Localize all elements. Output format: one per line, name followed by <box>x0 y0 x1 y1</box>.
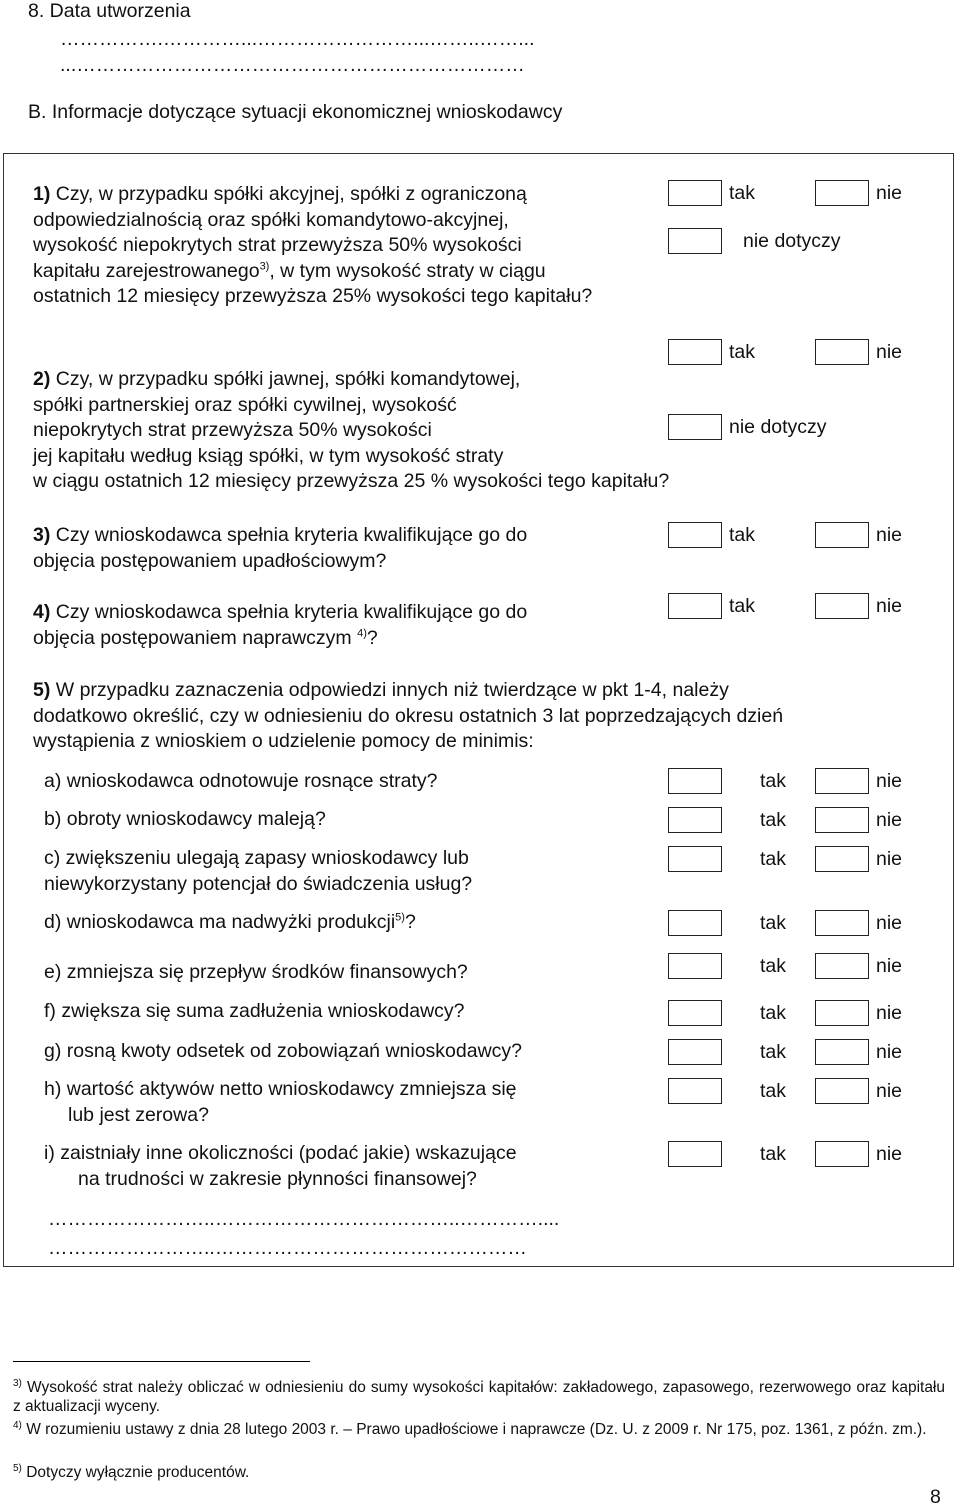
question-1-line-2: odpowiedzialnością oraz spółki komandytowo-akcyjnej, <box>33 208 509 231</box>
question-4-line-2b: ? <box>366 626 378 649</box>
sub-e-nie-checkbox[interactable] <box>815 953 869 979</box>
sub-b-tak-label: tak <box>760 809 787 831</box>
question-2-line-5: w ciągu ostatnich 12 miesięcy przewyższa 25 % wysokości tego kapitału? <box>33 470 670 492</box>
sub-h-nie-label: nie <box>876 1080 903 1102</box>
sub-c-nie-label: nie <box>876 848 903 870</box>
footnote-5 <box>13 1463 945 1482</box>
footnote-4 <box>13 1420 945 1439</box>
sub-i-dots-2[interactable]: ……………………..………………………………………… <box>48 1237 527 1259</box>
sub-i-nie-checkbox[interactable] <box>815 1141 869 1167</box>
q3-tak-label: tak <box>729 524 756 546</box>
question-4-line-1: Czy wnioskodawca spełnia kryteria kwalifikujące go do <box>50 601 528 623</box>
sub-g-text: g) rosną kwoty odsetek od zobowiązań wnioskodawcy? <box>44 1040 523 1062</box>
q3-nie-label: nie <box>876 524 903 546</box>
question-1-line-5: ostatnich 12 miesięcy przewyższa 25% wysokości tego kapitału? <box>33 285 593 307</box>
q4-nie-checkbox[interactable] <box>815 593 869 619</box>
footnote-5-number: 5) <box>13 1462 22 1474</box>
sub-d-nie-checkbox[interactable] <box>815 910 869 936</box>
question-1-line-3: wysokość niepokrytych strat przewyższa 50% wysokości <box>33 234 522 256</box>
footnote-ref-3: 3) <box>259 260 270 272</box>
sub-i-tak-label: tak <box>760 1143 787 1165</box>
question-1-line-4b: , w tym wysokość straty w ciągu <box>269 259 546 282</box>
q2-tak-checkbox[interactable] <box>668 339 722 365</box>
date-dots-line-2[interactable]: ...…………………………………………………………… <box>60 54 525 76</box>
question-5-line-2: dodatkowo określić, czy w odniesieniu do okresu ostatnich 3 lat poprzedzających dzień <box>33 704 784 727</box>
q2-nie-dotyczy-label: nie dotyczy <box>729 416 827 438</box>
sub-f-text: f) zwiększa się suma zadłużenia wnioskodawcy? <box>44 1000 465 1022</box>
footnote-3-text: Wysokość strat należy obliczać w odniesieniu do sumy wysokości kapitałów: zakładowego, zapasowego, rezerwowego oraz kapitału z aktualizacji wyceny. <box>13 1379 945 1415</box>
sub-a-tak-checkbox[interactable] <box>668 768 722 794</box>
sub-e-text: e) zmniejsza się przepływ środków finansowych? <box>44 961 468 983</box>
sub-h-tak-label: tak <box>760 1080 787 1102</box>
section-b-heading: B. Informacje dotyczące sytuacji ekonomicznej wnioskodawcy <box>28 101 563 123</box>
sub-i-nie-label: nie <box>876 1143 903 1165</box>
sub-b-nie-label: nie <box>876 809 903 831</box>
date-dots-line-1[interactable]: …………….…………...……………………...……..……... <box>60 28 535 50</box>
q2-tak-label: tak <box>729 341 756 363</box>
q1-nie-label: nie <box>876 182 903 204</box>
sub-i-text-2: na trudności w zakresie płynności finansowej? <box>78 1168 477 1190</box>
question-2-line-2: spółki partnerskiej oraz spółki cywilnej, wysokość <box>33 393 457 416</box>
q1-tak-label: tak <box>729 182 756 204</box>
question-4 <box>33 600 527 651</box>
question-2 <box>33 367 669 495</box>
sub-g-nie-label: nie <box>876 1041 903 1063</box>
sub-c-tak-checkbox[interactable] <box>668 846 722 872</box>
question-4-number: 4) <box>33 601 51 623</box>
sub-f-tak-checkbox[interactable] <box>668 1000 722 1026</box>
q4-tak-label: tak <box>729 595 756 617</box>
q2-nie-checkbox[interactable] <box>815 339 869 365</box>
sub-h-nie-checkbox[interactable] <box>815 1078 869 1104</box>
question-3-line-2: objęcia postępowaniem upadłościowym? <box>33 549 387 572</box>
sub-a-text: a) wnioskodawca odnotowuje rosnące straty? <box>44 770 438 792</box>
question-3-number: 3) <box>33 524 51 546</box>
sub-i-tak-checkbox[interactable] <box>668 1141 722 1167</box>
q1-tak-checkbox[interactable] <box>668 180 722 206</box>
question-5-line-3: wystąpienia z wnioskiem o udzielenie pomocy de minimis: <box>33 730 534 752</box>
q3-tak-checkbox[interactable] <box>668 522 722 548</box>
q1-nie-dotyczy-label: nie dotyczy <box>743 230 841 252</box>
question-2-line-3: niepokrytych strat przewyższa 50% wysokości <box>33 419 432 441</box>
footnote-separator <box>13 1361 310 1362</box>
sub-c-text-1: c) zwiększeniu ulegają zapasy wnioskodawcy lub <box>44 847 469 869</box>
sub-d-end: ? <box>404 911 416 933</box>
q3-nie-checkbox[interactable] <box>815 522 869 548</box>
sub-h-text-2: lub jest zerowa? <box>68 1104 209 1126</box>
page-number: 8 <box>930 1486 941 1508</box>
question-5-line-1: W przypadku zaznaczenia odpowiedzi innych niż twierdzące w pkt 1-4, należy <box>50 679 729 701</box>
sub-c-text-2: niewykorzystany potencjał do świadczenia usług? <box>44 873 473 895</box>
footnote-ref-4: 4) <box>357 627 367 639</box>
question-5 <box>33 678 783 755</box>
footnote-4-text: W rozumieniu ustawy z dnia 28 lutego 2003 r. – Prawo upadłościowe i naprawcze (Dz. U. z 2009 r. Nr 175, poz. 1361, z późn. zm.). <box>21 1421 927 1438</box>
question-2-line-4: jej kapitału według ksiąg spółki, w tym wysokość straty <box>33 444 504 467</box>
question-1-line-4a: kapitału zarejestrowanego <box>33 259 260 282</box>
sub-a-nie-checkbox[interactable] <box>815 768 869 794</box>
question-4-line-2a: objęcia postępowaniem naprawczym <box>33 626 358 649</box>
q1-nie-dotyczy-checkbox[interactable] <box>668 228 722 254</box>
q4-tak-checkbox[interactable] <box>668 593 722 619</box>
sub-g-nie-checkbox[interactable] <box>815 1039 869 1065</box>
q4-nie-label: nie <box>876 595 903 617</box>
sub-g-tak-label: tak <box>760 1041 787 1063</box>
sub-f-nie-checkbox[interactable] <box>815 1000 869 1026</box>
sub-h-tak-checkbox[interactable] <box>668 1078 722 1104</box>
question-2-number: 2) <box>33 368 51 390</box>
sub-h-text-1: h) wartość aktywów netto wnioskodawcy zmniejsza się <box>44 1078 517 1100</box>
sub-d-nie-label: nie <box>876 912 903 934</box>
sub-d-text <box>44 911 416 934</box>
sub-b-text: b) obroty wnioskodawcy maleją? <box>44 808 326 830</box>
q2-nie-label: nie <box>876 341 903 363</box>
sub-g-tak-checkbox[interactable] <box>668 1039 722 1065</box>
sub-e-tak-checkbox[interactable] <box>668 953 722 979</box>
q1-nie-checkbox[interactable] <box>815 180 869 206</box>
question-1-line-1: Czy, w przypadku spółki akcyjnej, spółki z ograniczoną <box>50 183 527 205</box>
question-3 <box>33 523 527 574</box>
question-1-number: 1) <box>33 183 51 205</box>
data-utworzenia-label: 8. Data utworzenia <box>28 0 191 22</box>
footnote-5-text: Dotyczy wyłącznie producentów. <box>21 1464 250 1481</box>
sub-c-nie-checkbox[interactable] <box>815 846 869 872</box>
sub-b-nie-checkbox[interactable] <box>815 807 869 833</box>
sub-i-text-1: i) zaistniały inne okoliczności (podać jakie) wskazujące <box>44 1142 517 1164</box>
q2-nie-dotyczy-checkbox[interactable] <box>668 414 722 440</box>
sub-a-tak-label: tak <box>760 770 787 792</box>
sub-d-tak-label: tak <box>760 912 787 934</box>
sub-i-dots-1[interactable]: ……………………..………………………………..………….... <box>48 1208 560 1230</box>
footnote-3-number: 3) <box>13 1377 22 1389</box>
sub-e-nie-label: nie <box>876 955 903 977</box>
sub-a-nie-label: nie <box>876 770 903 792</box>
sub-e-tak-label: tak <box>760 955 787 977</box>
sub-f-tak-label: tak <box>760 1002 787 1024</box>
question-3-line-1: Czy wnioskodawca spełnia kryteria kwalifikujące go do <box>50 524 528 546</box>
footnote-ref-5: 5) <box>395 911 405 924</box>
sub-d-label: d) wnioskodawca ma nadwyżki produkcji <box>44 911 396 933</box>
footnote-3 <box>13 1378 945 1416</box>
sub-c-tak-label: tak <box>760 848 787 870</box>
question-5-number: 5) <box>33 679 51 701</box>
question-2-line-1: Czy, w przypadku spółki jawnej, spółki komandytowej, <box>50 368 521 390</box>
footnote-4-number: 4) <box>13 1419 22 1431</box>
sub-d-tak-checkbox[interactable] <box>668 910 722 936</box>
sub-f-nie-label: nie <box>876 1002 903 1024</box>
sub-b-tak-checkbox[interactable] <box>668 807 722 833</box>
question-1 <box>33 182 592 310</box>
